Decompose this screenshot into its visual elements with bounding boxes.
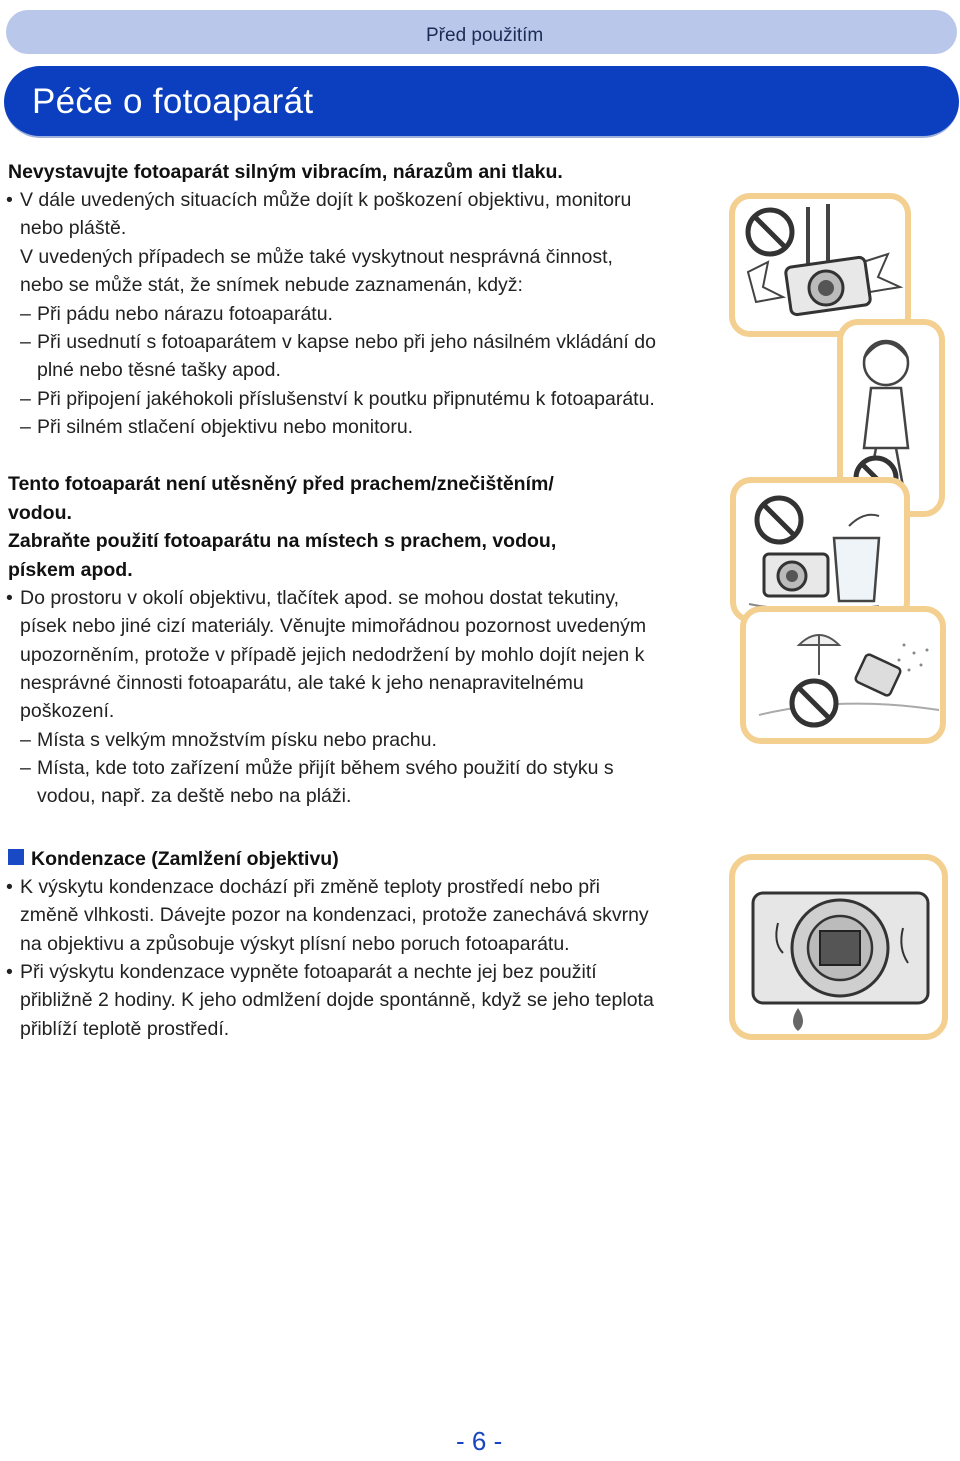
s1-bullet1-line2: nebo pláště. (20, 217, 127, 239)
condensation-camera-illustration (728, 853, 949, 1041)
s2-bullet1-line2: písek nebo jiné cizí materiály. Věnujte mimořádnou pozornost uvedeným (20, 615, 647, 637)
title-bar (4, 66, 959, 138)
camera-impact-illustration (728, 192, 913, 338)
section-square-icon (8, 849, 24, 865)
s2-bullet1-line3: upozorněním, protože v případě jejich nedodržení by mohlo dojít nejen k (20, 644, 645, 666)
section2-heading-line2: vodou. (8, 502, 72, 524)
s3-bullet2-line1: • Při výskytu kondenzace vypněte fotoaparát a nechte jej bez použití (6, 961, 597, 983)
s1-bullet1-line1: • V dále uvedených situacích může dojít k poškození objektivu, monitoru (6, 189, 632, 211)
beach-sand-illustration (739, 605, 947, 745)
section2-heading-line3: Zabraňte použití fotoaparátu na místech s prachem, vodou, (8, 530, 557, 552)
s2-bullet1-line4: nesprávné činnosti fotoaparátu, ale také k jeho nenapravitelnému (20, 672, 584, 694)
section2-heading-line4: pískem apod. (8, 559, 133, 581)
s1-dash3: – Při připojení jakéhokoli příslušenství k poutku připnutému k fotoaparátu. (20, 388, 655, 410)
section-tab (6, 10, 957, 54)
section3-heading: Kondenzace (Zamlžení objektivu) (31, 848, 339, 870)
s1-para-line2: nebo se může stát, že snímek nebude zaznamenán, když: (20, 274, 523, 296)
s3-bullet1-line3: na objektivu a způsobuje výskyt plísní nebo poruch fotoaparátu. (20, 933, 570, 955)
section1-heading: Nevystavujte fotoaparát silným vibracím, nárazům ani tlaku. (8, 161, 563, 183)
s1-para-line1: V uvedených případech se může také vyskytnout nesprávná činnost, (20, 246, 613, 268)
section2-heading-line1: Tento fotoaparát není utěsněný před prachem/znečištěním/ (8, 473, 554, 495)
s1-dash1: – Při pádu nebo nárazu fotoaparátu. (20, 303, 333, 325)
s2-bullet1-line1: • Do prostoru v okolí objektivu, tlačítek apod. se mohou dostat tekutiny, (6, 587, 620, 609)
s1-dash2-line1: – Při usednutí s fotoaparátem v kapse nebo při jeho násilném vkládání do (20, 331, 656, 353)
prohibited-icon (792, 681, 836, 725)
page-number: - 6 - (456, 1426, 503, 1456)
section-label: Před použitím (426, 25, 544, 46)
s2-dash2-line1: – Místa, kde toto zařízení může přijít během svého použití do styku s (20, 757, 614, 779)
s3-bullet1-line2: změně vlhkosti. Dávejte pozor na kondenzaci, protože zanechává skvrny (20, 904, 649, 926)
s1-dash4: – Při silném stlačení objektivu nebo monitoru. (20, 416, 414, 438)
s1-dash2-line2: plné nebo těsné tašky apod. (37, 359, 281, 381)
s3-bullet2-line2: přibližně 2 hodiny. K jeho odmlžení dojde spontánně, když se jeho teplota (20, 989, 654, 1011)
s2-dash1: – Místa s velkým množstvím písku nebo prachu. (20, 729, 437, 751)
page-title: Péče o fotoaparát (32, 82, 314, 121)
s2-bullet1-line5: poškození. (20, 700, 115, 722)
s2-dash2-line2: vodou, např. za deště nebo na pláži. (37, 785, 352, 807)
s3-bullet2-line3: přiblíží teplotě prostředí. (20, 1018, 230, 1040)
water-spill-illustration (729, 476, 911, 624)
s3-bullet1-line1: • K výskytu kondenzace dochází při změně teploty prostředí nebo při (6, 876, 600, 898)
